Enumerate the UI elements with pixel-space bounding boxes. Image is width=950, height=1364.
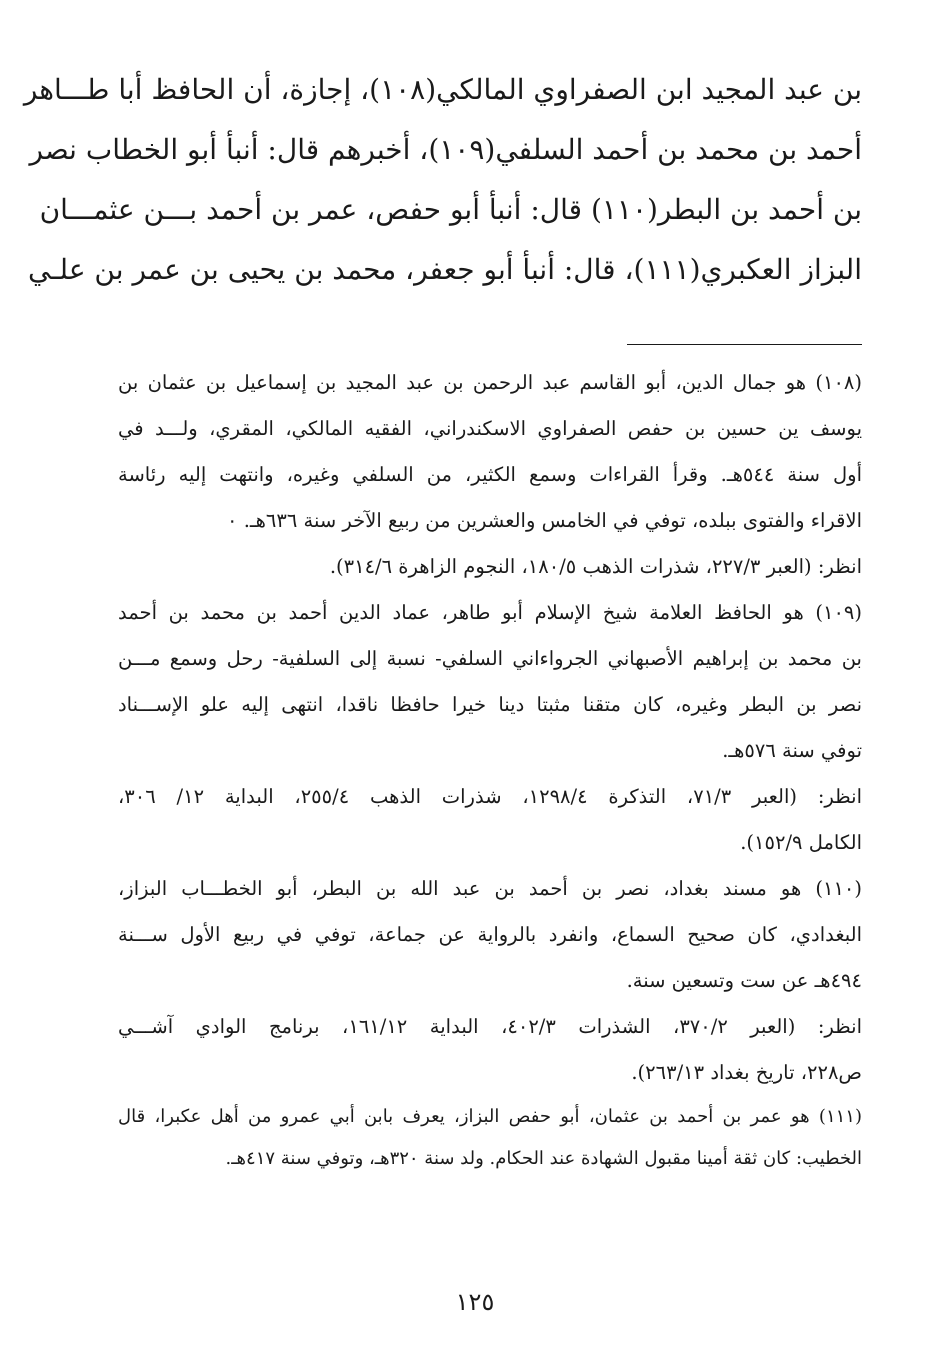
main-text-line: البزاز العكبري(١١١)، قال: أنبأ أبو جعفر، محمد بن يحيى بن عمر بن علـي <box>28 253 862 286</box>
footnote-line: انظر: (العبر ٧١/٣، التذكرة ١٢٩٨/٤، شذرات الذهب ٢٥٥/٤، البداية ١٢/ ٣٠٦، <box>118 785 862 808</box>
footnote-line: (١١١) هو عمر بن أحمد بن عثمان، أبو حفص البزاز، يعرف بابن أبي عمرو من أهل عكبرا، قال <box>118 1106 862 1127</box>
footnote-line: ص٢٢٨، تاريخ بغداد ٢٦٣/١٣). <box>631 1061 862 1084</box>
footnote-line: بن محمد بن إبراهيم الأصبهاني الجرواءاني السلفي- نسبة إلى السلفية- رحل وسمع مـــن <box>118 647 862 670</box>
footnote-line: (١١٠) هو مسند بغداد، نصر بن أحمد بن عبد الله بن البطر، أبو الخطـــاب البزاز، <box>118 877 862 900</box>
main-text-line: بن أحمد بن البطر(١١٠) قال: أنبأ أبو حفص، عمر بن أحمد بـــن عثمـــان <box>39 193 862 226</box>
footnote-line: أول سنة ٥٤٤هـ. وقرأ القراءات وسمع الكثير، من السلفي وغيره، وانتهت إليه رئاسة <box>118 463 862 486</box>
main-text-line: بن عبد المجيد ابن الصفراوي المالكي(١٠٨)، إجازة، أن الحافظ أبا طـــاهر <box>23 73 862 106</box>
footnote-separator <box>627 344 862 345</box>
page-number: ١٢٥ <box>455 1288 495 1316</box>
footnote-line: انظر: (العبر ٢٢٧/٣، شذرات الذهب ١٨٠/٥، النجوم الزاهرة ٣١٤/٦). <box>329 555 862 578</box>
footnote-line: الاقراء والفتوى ببلده، توفي في الخامس والعشرين من ربيع الآخر سنة ٦٣٦هـ. ٠ <box>227 509 862 532</box>
footnotes <box>118 360 862 1180</box>
footnote-line: نصر بن البطر وغيره، كان متقنا مثبتا دينا خيرا حافظا ناقدا، انتهى إليه علو الإســـناد <box>118 693 862 716</box>
main-text <box>23 60 862 300</box>
footnote-line: (١٠٨) هو جمال الدين، أبو القاسم عبد الرحمن بن عبد المجيد بن إسماعيل بن عثمان بن <box>118 371 862 394</box>
footnote-line: انظر: (العبر ٣٧٠/٢، الشذرات ٤٠٢/٣، البداية ١٦١/١٢، برنامج الوادي آشـــي <box>118 1015 862 1038</box>
footnote-line: توفي سنة ٥٧٦هـ. <box>722 739 862 762</box>
footnote-line: يوسف ين حسين بن حفص الصفراوي الاسكندراني، الفقيه المالكي، المقري، ولـــد في <box>118 417 862 440</box>
footnote-line: الكامل ١٥٢/٩). <box>740 831 862 854</box>
footnote-line: (١٠٩) هو الحافظ العلامة شيخ الإسلام أبو طاهر، عماد الدين أحمد بن محمد بن أحمد <box>118 601 862 624</box>
main-text-line: أحمد بن محمد بن أحمد السلفي(١٠٩)، أخبرهم قال: أنبأ أبو الخطاب نصر <box>29 133 862 166</box>
footnote-line: ٤٩٤هـ عن ست وتسعين سنة. <box>626 969 862 992</box>
footnote-line: الخطيب: كان ثقة أمينا مقبول الشهادة عند الحكام. ولد سنة ٣٢٠هـ، وتوفي سنة ٤١٧هـ. <box>225 1148 862 1169</box>
footnote-line: البغدادي، كان صحيح السماع، وانفرد بالرواية عن جماعة، توفي في ربيع الأول ســـنة <box>118 923 862 946</box>
